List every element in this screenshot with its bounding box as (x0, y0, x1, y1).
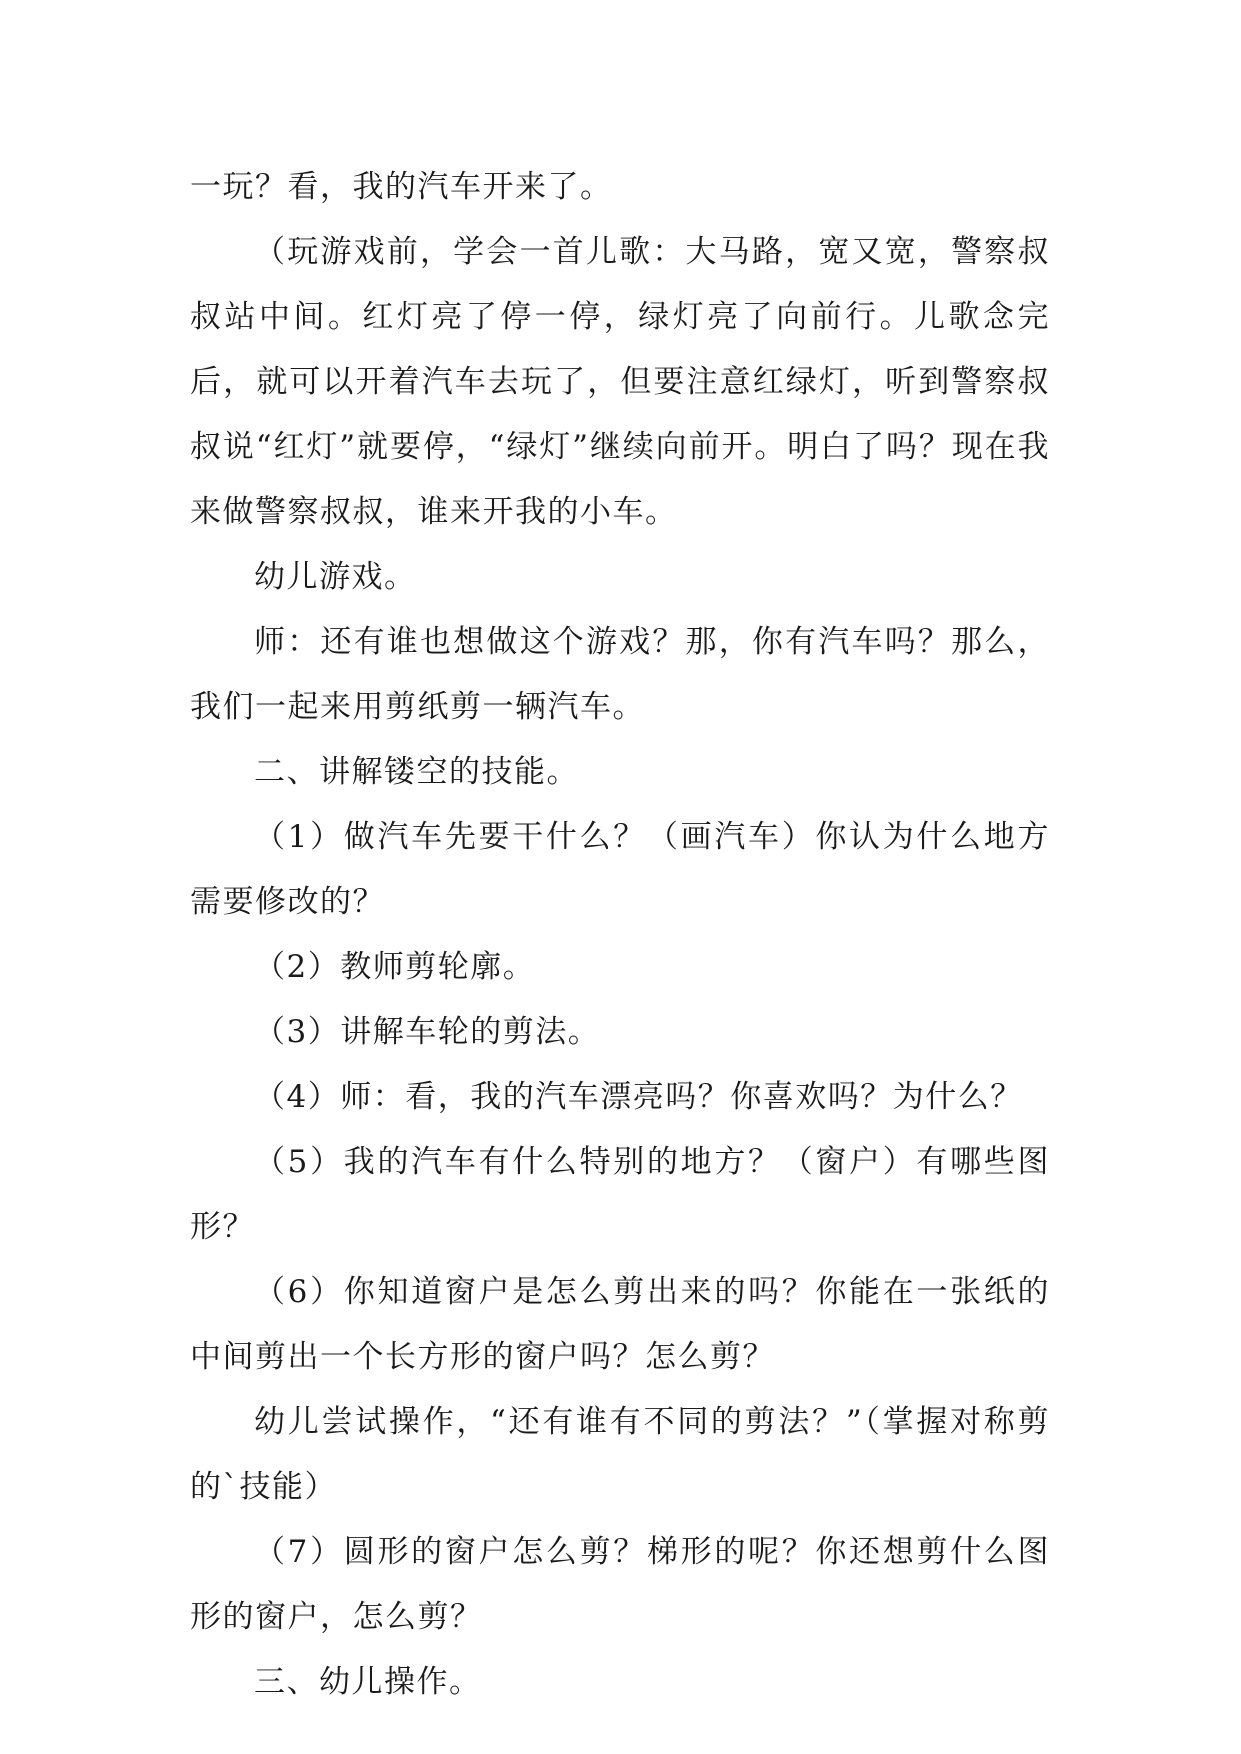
list-item: （4）师：看，我的汽车漂亮吗？你喜欢吗？为什么？ (254, 1079, 1023, 1115)
list-item: （2）教师剪轮廓。 (254, 949, 536, 985)
list-item: （3）讲解车轮的剪法。 (254, 1014, 601, 1050)
list-item: （7）圆形的窗户怎么剪？梯形的呢？你还想剪什么图形的窗户，怎么剪？ (190, 1534, 1050, 1635)
section-heading: 三、幼儿操作。 (254, 1664, 482, 1700)
document-body (190, 155, 1050, 1715)
paragraph: （玩游戏前，学会一首儿歌：大马路，宽又宽，警察叔叔站中间。红灯亮了停一停，绿灯亮了向前行。儿歌念完后，就可以开着汽车去玩了，但要注意红绿灯，听到警察叔叔说“红灯”就要停，“绿灯”继续向前开。明白了吗？现在我来做警察叔叔，谁来开我的小车。 (190, 234, 1050, 530)
list-item: （6）你知道窗户是怎么剪出来的吗？你能在一张纸的中间剪出一个长方形的窗户吗？怎么剪？ (190, 1274, 1050, 1375)
paragraph: 一玩？看，我的汽车开来了。 (190, 169, 613, 205)
paragraph: 师：还有谁也想做这个游戏？那，你有汽车吗？那么，我们一起来用剪纸剪一辆汽车。 (190, 624, 1050, 725)
list-item: （1）做汽车先要干什么？（画汽车）你认为什么地方需要修改的？ (190, 819, 1050, 920)
section-heading: 二、讲解镂空的技能。 (254, 754, 579, 790)
paragraph: 幼儿尝试操作，“还有谁有不同的剪法？”（掌握对称剪的`技能） (190, 1404, 1050, 1505)
paragraph: 幼儿游戏。 (254, 559, 417, 595)
list-item: （5）我的汽车有什么特别的地方？（窗户）有哪些图形？ (190, 1144, 1050, 1245)
